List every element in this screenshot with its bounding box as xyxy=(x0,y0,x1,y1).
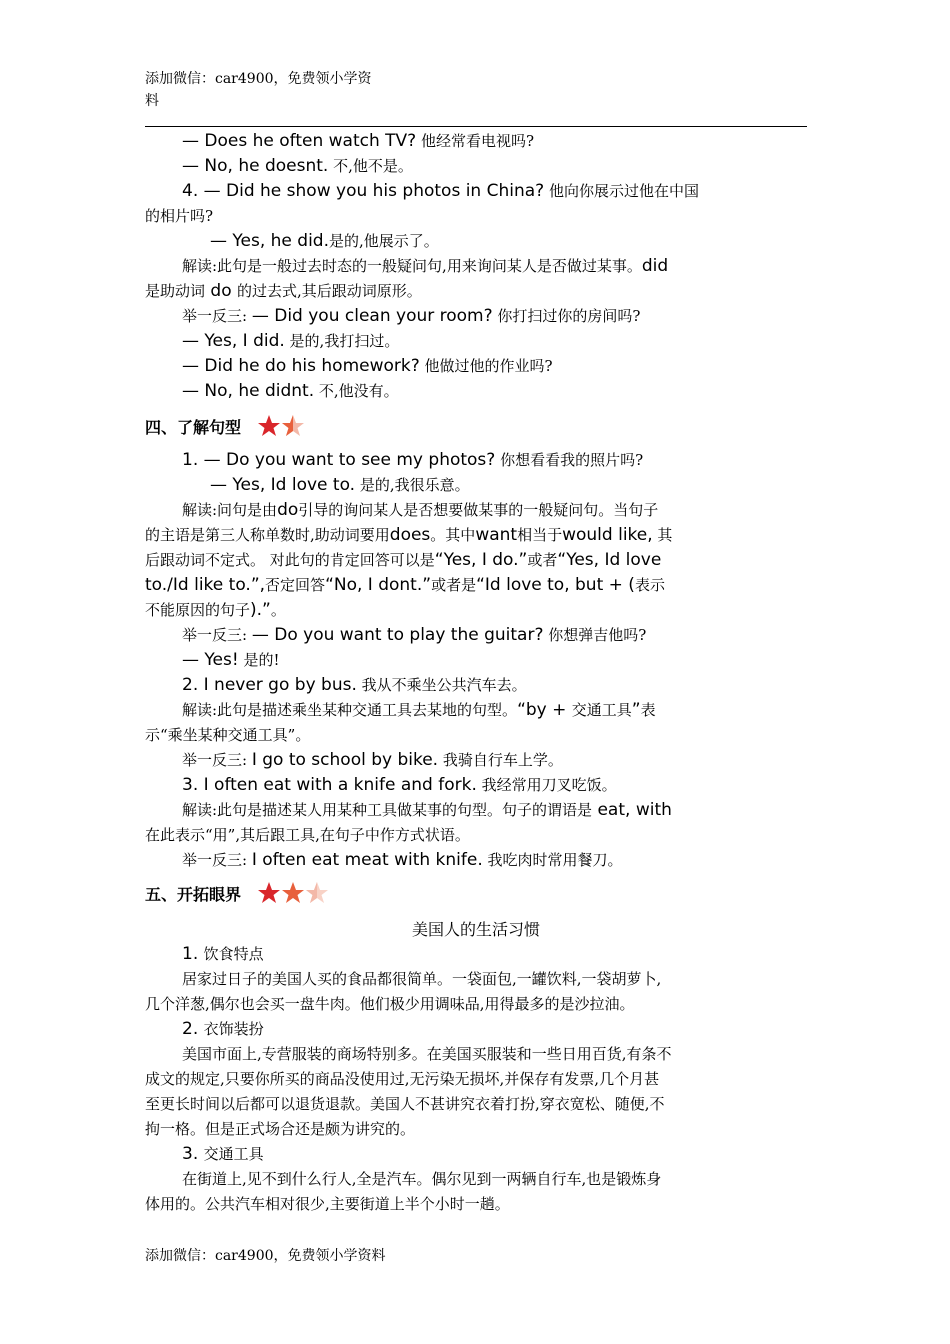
s4-example-1-answer: — Yes! 是的! xyxy=(182,650,280,670)
s4-explanation-3-cont: 在此表示“用”,其后跟工具,在句子中作方式状语。 xyxy=(145,826,470,844)
section-5-title: 五、开拓眼界 xyxy=(145,884,242,904)
header-line-1: 添加微信：car4900，免费领小学资 xyxy=(145,71,372,87)
article-subheading: 1. 饮食特点 xyxy=(182,944,264,964)
article-paragraph: 几个洋葱,偶尔也会买一盘牛肉。他们极少用调味品,用得最多的是沙拉油。 xyxy=(145,995,635,1013)
section-4-title: 四、了解句型 xyxy=(145,417,242,437)
s4-explanation-1: 解读:问句是由do引导的询问某人是否想要做某事的一般疑问句。当句子 xyxy=(182,500,659,520)
item-4-answer: — Yes, he did.是的,他展示了。 xyxy=(210,231,439,251)
star-icon xyxy=(258,882,280,903)
s4-explanation-1-cont: 不能原因的句子).”。 xyxy=(145,600,286,620)
page-footer: 添加微信：car4900，免费领小学资料 xyxy=(145,1248,386,1264)
example-line: — Did he do his homework? 他做过他的作业吗? xyxy=(182,356,553,376)
star-icon xyxy=(282,882,304,903)
article-paragraph: 拘一格。但是正式场合还是颇为讲究的。 xyxy=(145,1120,416,1138)
article-subheading: 2. 衣饰装扮 xyxy=(182,1019,264,1039)
section-5-heading xyxy=(145,879,807,909)
article-paragraph: 美国市面上,专营服装的商场特别多。在美国买服装和一些日用百货,有条不 xyxy=(182,1045,672,1063)
s4-example-2: 举一反三: I go to school by bike. 我骑自行车上学。 xyxy=(182,750,563,770)
article-paragraph: 至更长时间以后都可以退货退款。美国人不甚讲究衣着打扮,穿衣宽松、随便,不 xyxy=(145,1095,665,1113)
article-paragraph: 在街道上,见不到什么行人,全是汽车。偶尔见到一两辆自行车,也是锻炼身 xyxy=(182,1170,662,1188)
star-rating-icon xyxy=(257,414,309,440)
s4-example-3: 举一反三: I often eat meat with knife. 我吃肉时常用餐刀。 xyxy=(182,850,623,870)
article-paragraph: 体用的。公共汽车相对很少,主要街道上半个小时一趟。 xyxy=(145,1195,510,1213)
article-paragraph: 居家过日子的美国人买的食品都很简单。一袋面包,一罐饮料,一袋胡萝卜, xyxy=(182,970,662,988)
page-header xyxy=(145,68,395,112)
section-4-rating xyxy=(257,414,309,440)
dialogue-line: — No, he doesnt. 不,他不是。 xyxy=(182,156,413,176)
article-subheading: 3. 交通工具 xyxy=(182,1144,264,1164)
s4-item-3: 3. I often eat with a knife and fork. 我经常用刀叉吃饭。 xyxy=(182,775,617,795)
article-title: 美国人的生活习惯 xyxy=(411,920,540,939)
item-4-continued: 的相片吗? xyxy=(145,207,214,225)
example-line: 举一反三: — Did you clean your room? 你打扫过你的房间吗? xyxy=(182,306,641,326)
s4-explanation-2-cont: 示“乘坐某种交通工具”。 xyxy=(145,726,311,744)
explanation-continued: 是助动词 do 的过去式,其后跟动词原形。 xyxy=(145,281,422,301)
s4-example-1: 举一反三: — Do you want to play the guitar? 你想弹吉他吗? xyxy=(182,625,647,645)
document-body xyxy=(145,129,807,1217)
star-icon xyxy=(258,415,280,436)
item-4: 4. — Did he show you his photos in China? 他向你展示过他在中国 xyxy=(182,181,699,201)
example-line: — No, he didnt. 不,他没有。 xyxy=(182,381,399,401)
s4-explanation-1-cont: to./Id like to.”,否定回答“No, I dont.”或者是“Id love to, but + (表示 xyxy=(145,575,665,595)
star-rating-icon xyxy=(257,881,333,907)
s4-explanation-3: 解读:此句是描述某人用某种工具做某事的句型。句子的谓语是 eat, with xyxy=(182,800,672,820)
s4-item-1-answer: — Yes, Id love to. 是的,我很乐意。 xyxy=(210,475,470,495)
s4-item-2: 2. I never go by bus. 我从不乘坐公共汽车去。 xyxy=(182,675,527,695)
header-line-2: 料 xyxy=(145,93,159,109)
example-line: — Yes, I did. 是的,我打扫过。 xyxy=(182,331,400,351)
s4-explanation-1-cont: 后跟动词不定式。 对此句的肯定回答可以是“Yes, I do.”或者“Yes, Id love xyxy=(145,550,662,570)
section-4-heading xyxy=(145,412,807,442)
article-paragraph: 成文的规定,只要你所买的商品没使用过,无污染无损坏,并保存有发票,几个月甚 xyxy=(145,1070,660,1088)
s4-explanation-1-cont: 的主语是第三人称单数时,助动词要用does。其中want相当于would like, 其 xyxy=(145,525,673,545)
dialogue-line: — Does he often watch TV? 他经常看电视吗? xyxy=(182,131,535,151)
s4-explanation-2: 解读:此句是描述乘坐某种交通工具去某地的句型。“by + 交通工具”表 xyxy=(182,700,656,720)
s4-item-1: 1. — Do you want to see my photos? 你想看看我的照片吗? xyxy=(182,450,644,470)
section-5-rating xyxy=(257,881,333,907)
header-divider xyxy=(145,126,807,127)
explanation: 解读:此句是一般过去时态的一般疑问句,用来询问某人是否做过某事。did xyxy=(182,256,669,276)
